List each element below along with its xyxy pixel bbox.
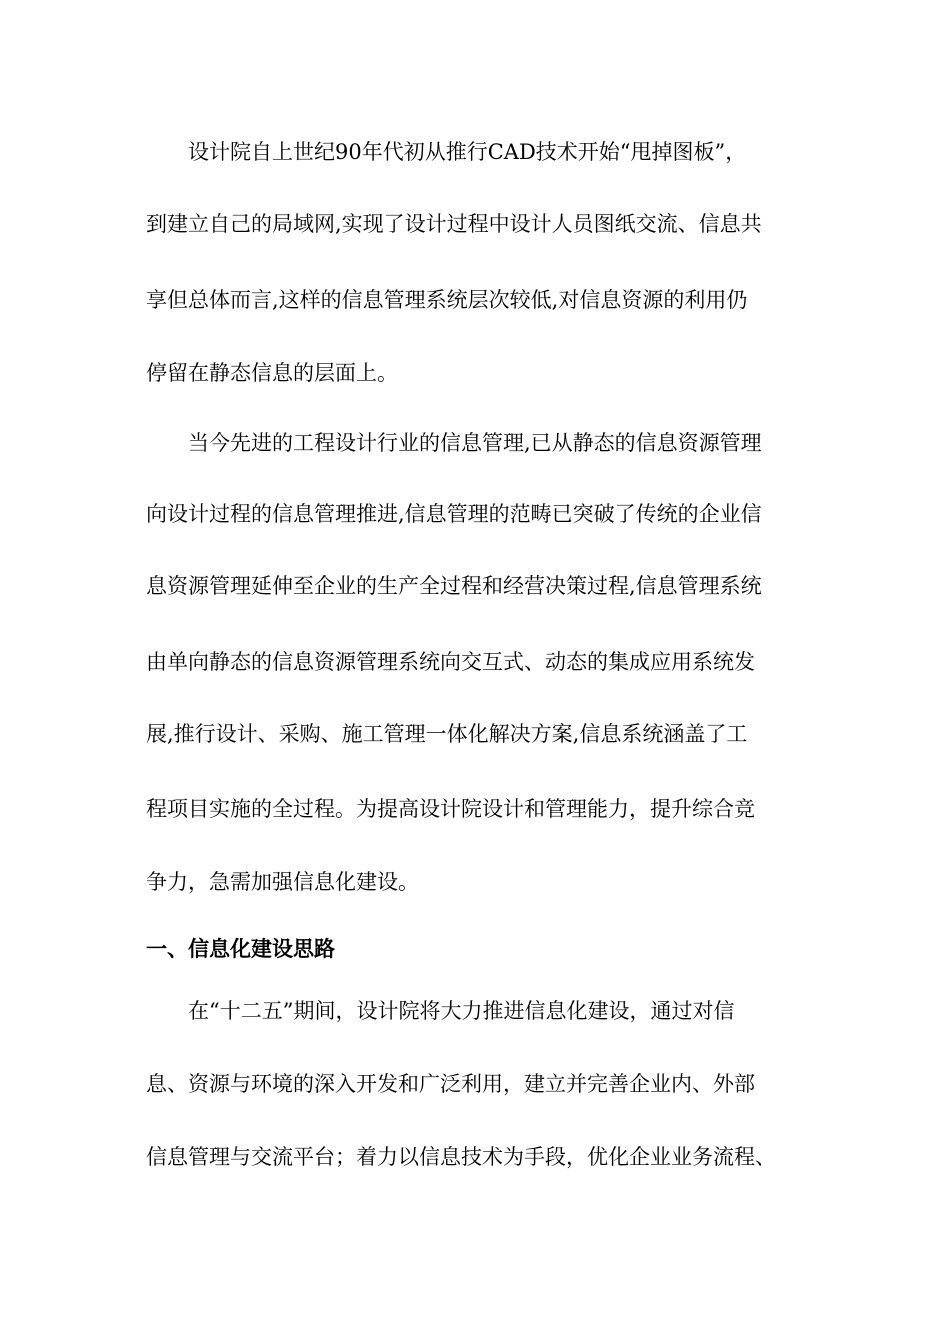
paragraph-1-line-4: 停留在静态信息的层面上。 — [146, 361, 398, 385]
paragraph-2-line-6: 程项目实施的全过程。为提高设计院设计和管理能力，提升综合竞 — [146, 797, 755, 821]
paragraph-2-line-5: 展,推行设计、采购、施工管理一体化解决方案,信息系统涵盖了工 — [146, 722, 748, 746]
paragraph-2-line-3: 息资源管理延伸至企业的生产全过程和经营决策过程,信息管理系统 — [146, 574, 762, 598]
paragraph-2-line-4: 由单向静态的信息资源管理系统向交互式、动态的集成应用系统发 — [146, 650, 755, 674]
paragraph-2-line-1: 当今先进的工程设计行业的信息管理,已从静态的信息资源管理 — [146, 431, 762, 455]
paragraph-1-line-2: 到建立自己的局域网,实现了设计过程中设计人员图纸交流、信息共 — [146, 212, 762, 236]
paragraph-2-line-2: 向设计过程的信息管理推进,信息管理的范畴已突破了传统的企业信 — [146, 502, 762, 526]
section-heading: 一、信息化建设思路 — [146, 937, 335, 961]
paragraph-2-line-7: 争力，急需加强信息化建设。 — [146, 870, 419, 894]
paragraph-1-line-3: 享但总体而言,这样的信息管理系统层次较低,对信息资源的利用仍 — [146, 288, 748, 312]
paragraph-1-line-1: 设计院自上世纪90年代初从推行CAD技术开始“甩掉图板”， — [146, 140, 747, 164]
paragraph-3-line-2: 息、资源与环境的深入开发和广泛利用，建立并完善企业内、外部 — [146, 1072, 755, 1096]
paragraph-3-line-3: 信息管理与交流平台；着力以信息技术为手段，优化企业业务流程、 — [146, 1145, 776, 1169]
paragraph-3-line-1: 在“十二五”期间，设计院将大力推进信息化建设，通过对信 — [146, 999, 735, 1023]
